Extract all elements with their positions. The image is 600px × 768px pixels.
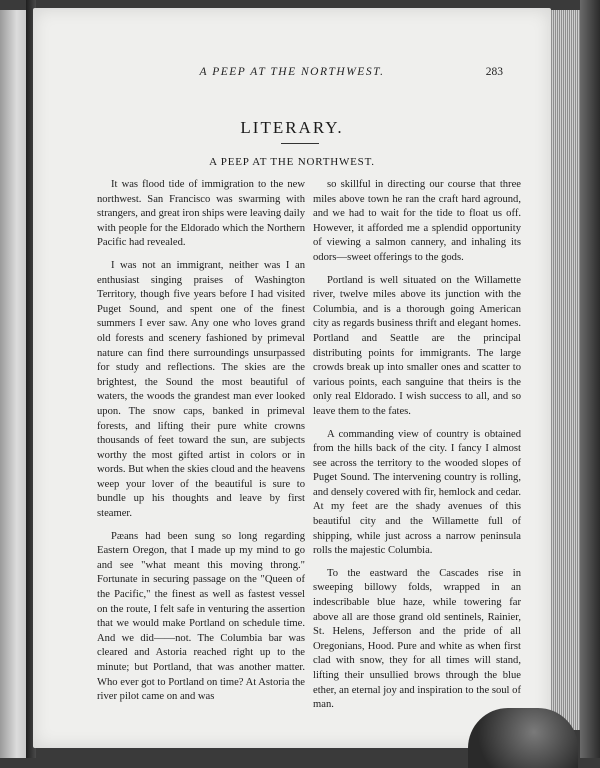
page-stack-edges <box>548 10 584 730</box>
left-column <box>97 178 305 713</box>
thumb-holding-book <box>468 708 578 768</box>
section-title: LITERARY. <box>240 118 344 137</box>
page-number: 283 <box>485 66 503 78</box>
paragraph: Portland is well situated on the Willamette river, twelve miles above its junction with the Columbia, and is a thorough going American city as regards business thrift and elegant homes. Portland and Seattle are the principal distributing points for immigrants. The large crowds break up into smaller ones and scatter to various points, each sanguine that theirs is the only real Eldorado. I wish success to all, and so leave them to the fates. <box>313 274 521 417</box>
article-title: A PEEP AT THE NORTHWEST. <box>209 156 375 168</box>
running-head: A PEEP AT THE NORTHWEST. <box>199 66 385 78</box>
paragraph: A commanding view of country is obtained from the hills back of the city. I fancy I almost see across the territory to the wooded slopes of Puget Sound. The intervening country is rolling, and densely covered with fir, hemlock and cedar. At my feet are the shady avenues of this beautiful city and the Willamette full of shipping, while just across a narrow peninsula rolls the majestic Columbia. <box>313 428 521 557</box>
paragraph: To the eastward the Cascades rise in sweeping billowy folds, wrapped in an indescribable blue haze, while towering far above all are those grand old sentinels, Rainier, St. Helens, Jefferson and the pride of all Oregonians, Hood. Pure and white as when first clad with snow, they for all times will stand, lifting their unsullied brows through the blue ether, an eternal joy and inspiration to the soul of man. <box>313 567 521 711</box>
right-column <box>313 178 521 721</box>
paragraph: so skillful in directing our course that three miles above town he ran the craft hard aground, and we had to wait for the tide to float us off. However, it afforded me a splendid opportunity of viewing a salmon cannery, and inhaling its odors—sweet offerings to the gods. <box>313 179 521 263</box>
facing-page-edge <box>0 10 28 758</box>
book-page <box>33 8 551 748</box>
paragraph: It was flood tide of immigration to the new northwest. San Francisco was swarming with strangers, and great iron ships were leaving daily with people for the Eldorado which the Northern Pacific had revealed. <box>97 179 305 249</box>
book-cover-edge <box>580 0 600 758</box>
title-rule <box>281 143 319 144</box>
paragraph: I was not an immigrant, neither was I an enthusiast singing praises of Washington Territory, though five years before I had visited Puget Sound, and spent one of the finest summers I ever saw. Any one who loves grand old forests and scenery fashioned by primeval nature can find there surroundings unsurpassed for study and reflections. The skies are the brightest, the Sound the most beautiful of waters, the woods the grandest man ever looked upon. The snow caps, banked in primeval forests, and lifting their pure white crowns thousands of feet toward the sun, are subjects worthy the most gifted artist in colors or in words. But when the skies cloud and the heavens weep your lover of the beautiful is sure to bundle up his thoughts and leave by first steamer. <box>97 259 306 520</box>
paragraph: Pæans had been sung so long regarding Eastern Oregon, that I made up my mind to go and see "what meant this moving throng." Fortunate in securing passage on the "Queen of the Pacific," the finest as well as fastest vessel on the route, I felt safe in venturing the assertion that we would make Portland on schedule time. And we did——not. The Columbia bar was cleared and Astoria reached right up to the minute; but Portland, that was another matter. Who ever got to Portland on time? At Astoria the river pilot came on and was <box>97 530 306 703</box>
